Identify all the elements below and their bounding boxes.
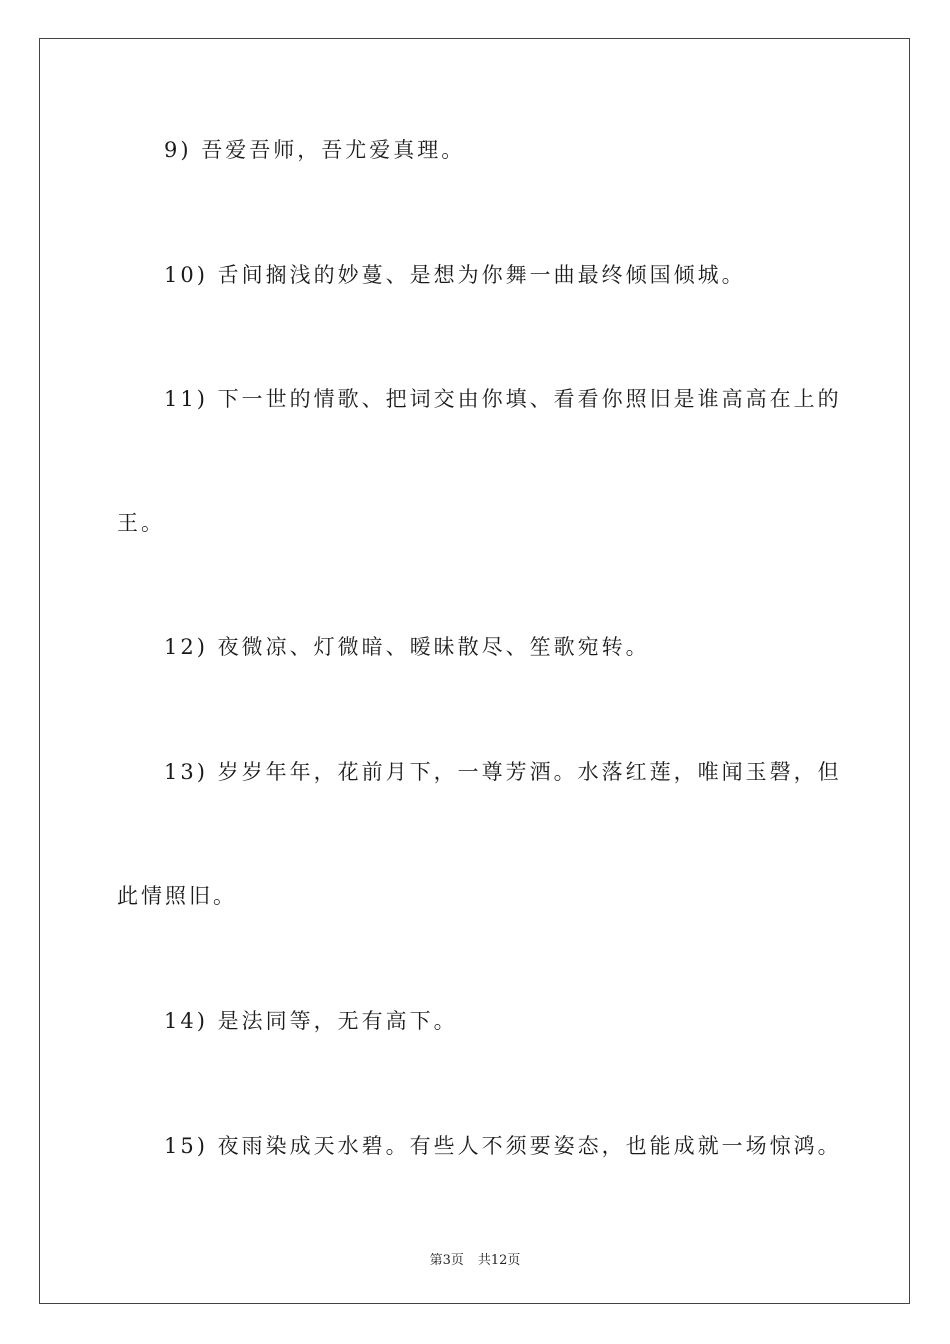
quote-line-12: 12) 夜微凉、灯微暗、暧昧散尽、笙歌宛转。 [164,635,650,659]
quote-line-13: 13) 岁岁年年，花前月下，一尊芳酒。水落红莲，唯闻玉磬，但 [164,760,842,784]
quote-line-11-continued: 王。 [117,511,165,535]
page-footer [0,1249,950,1268]
page-border [39,38,910,1304]
page-number: 第3页 [429,1253,464,1268]
page-total: 共12页 [477,1253,521,1268]
quote-line-9: 9) 吾爱吾师，吾尤爱真理。 [164,138,466,162]
quote-line-15: 15) 夜雨染成天水碧。有些人不须要姿态，也能成就一场惊鸿。 [164,1134,842,1158]
quote-line-14: 14) 是法同等，无有高下。 [164,1009,458,1033]
quote-line-10: 10) 舌间搁浅的妙蔓、是想为你舞一曲最终倾国倾城。 [164,263,746,287]
quote-line-13-continued: 此情照旧。 [117,884,237,908]
quote-line-11: 11) 下一世的情歌、把词交由你填、看看你照旧是谁高高在上的 [164,387,842,411]
